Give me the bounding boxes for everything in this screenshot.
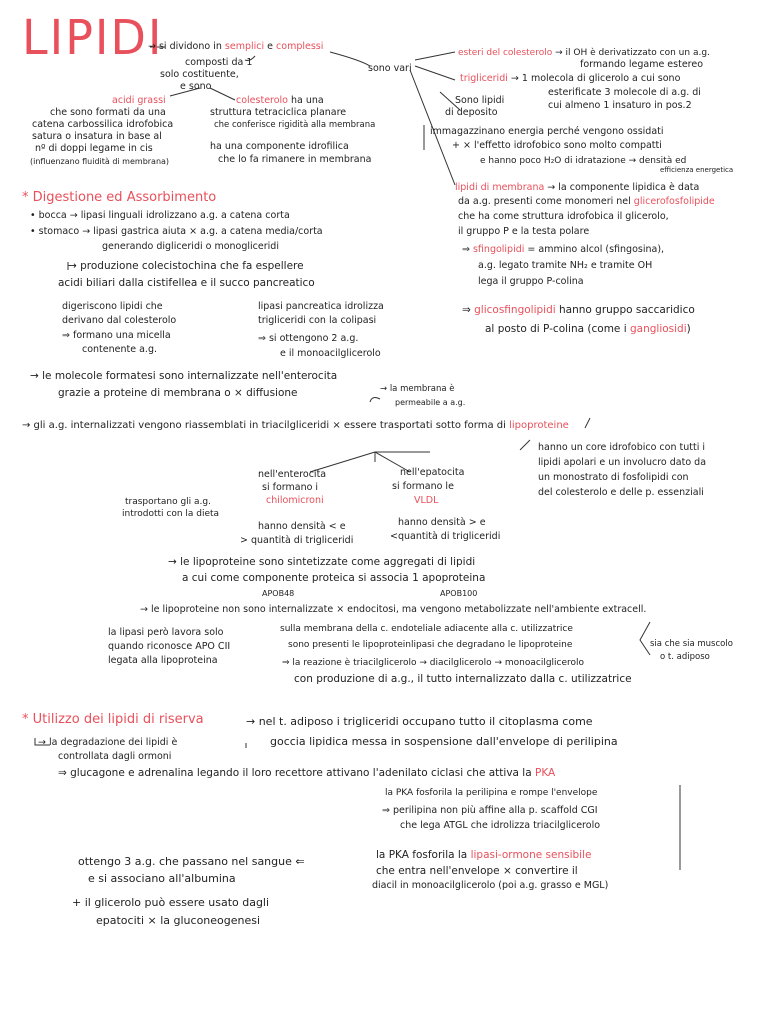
note: acidi biliari dalla cistifellea e il succo pancreatico (58, 277, 315, 289)
note: contenente a.g. (82, 344, 157, 355)
note: e hanno poco H₂O di idratazione → densità ed (480, 156, 687, 166)
note: ) (686, 323, 691, 335)
note: → 1 molecola di glicerolo a cui sono (507, 73, 681, 84)
note: trigliceridi con la colipasi (258, 315, 377, 326)
note: + × l'effetto idrofobico sono molto compatti (452, 140, 662, 151)
vldl-label: VLDL (414, 495, 439, 506)
note: che ha come struttura idrofobica il glicerolo, (458, 211, 669, 222)
note: sono presenti le lipoproteinlipasi che degradano le lipoproteine (288, 640, 573, 650)
note: derivano dal colesterolo (62, 315, 177, 326)
note: il gruppo P e la testa polare (458, 226, 590, 237)
intro-text: → si dividono in (148, 41, 225, 52)
section-utilizzo: * Utilizzo dei lipidi di riserva (22, 712, 204, 727)
arrow-line (415, 66, 455, 80)
arrow-line (415, 52, 455, 60)
apob48-label: APOB48 (262, 589, 295, 598)
lipoproteine-line (22, 420, 569, 432)
note: che lega ATGL che idrolizza triacilglicerolo (400, 820, 601, 831)
note: epatociti × la gluconeogenesi (96, 914, 261, 927)
note: → la degradazione dei lipidi è (38, 737, 178, 748)
section-digestione: * Digestione ed Assorbimento (22, 190, 217, 205)
note: esterificate 3 molecole di a.g. di (548, 87, 701, 98)
gangliosidi-label: gangliosidi (629, 323, 687, 335)
note: di deposito (445, 107, 498, 118)
note: trasportano gli a.g. (125, 497, 211, 507)
note: legata alla lipoproteina (108, 655, 218, 666)
lipidi-membrana-head: lipidi di membrana (455, 182, 545, 193)
note: hanno densità < e (258, 521, 346, 532)
note: introdotti con la dieta (122, 509, 220, 519)
note: hanno gruppo saccaridico (555, 304, 695, 316)
note: permeabile a a.g. (395, 398, 466, 407)
acidi-grassi-head: acidi grassi (112, 95, 166, 106)
pka-line (58, 767, 555, 779)
note: grazie a proteine di membrana o × diffusione (58, 387, 298, 399)
note: ⇒ glucagone e adrenalina legando il loro recettore attivano l'adenilato ciclasi che attiva la (58, 767, 535, 779)
note: struttura tetraciclica planare (210, 107, 347, 118)
note: generando digliceridi o monogliceridi (102, 241, 279, 252)
note: a cui come componente proteica si associa 1 apoproteina (182, 572, 486, 584)
note: che entra nell'envelope × convertire il (376, 865, 578, 877)
note: un monostrato di fosfolipidi con (538, 472, 689, 483)
arrow-line (210, 88, 235, 100)
note: del colesterolo e delle p. essenziali (538, 487, 704, 498)
lipasi-line (376, 849, 591, 861)
note: • bocca → lipasi linguali idrolizzano a.g. a catena corta (30, 210, 290, 221)
note: la lipasi però lavora solo (108, 627, 224, 638)
note: Sono lipidi (455, 95, 505, 106)
trigliceridi-head: trigliceridi (460, 73, 508, 84)
brace (640, 622, 650, 655)
note: > quantità di trigliceridi (240, 535, 354, 546)
note: che conferisce rigidità alla membrana (214, 120, 376, 130)
note: quando riconosce APO CII (108, 641, 231, 652)
note: cui almeno 1 insaturo in pos.2 (548, 100, 692, 111)
lipoproteine-label: lipoproteine (509, 420, 569, 431)
note: ottengo 3 a.g. che passano nel sangue ⇐ (78, 855, 305, 868)
note: ⇒ perilipina non più affine alla p. scaffold CGI (382, 805, 598, 816)
brace (370, 398, 380, 402)
gl2-line (485, 323, 691, 335)
note: ha una (288, 95, 324, 106)
glicosfingolipidi-label: glicosfingolipidi (474, 304, 556, 316)
note: ⇒ formano una micella (62, 330, 171, 341)
lipidi-membrana-line (455, 183, 699, 194)
note: • stomaco → lipasi gastrica aiuta × a.g. a catena media/corta (30, 226, 323, 237)
note: la PKA fosforila la perilipina e rompe l'envelope (385, 788, 598, 798)
note: nº di doppi legame in cis (35, 143, 153, 154)
curve-arrow (330, 52, 370, 66)
note: sono vari (368, 63, 412, 74)
note: + il glicerolo può essere usato dagli (72, 896, 270, 909)
note: controllata dagli ormoni (58, 751, 172, 762)
note: ha una componente idrofilica (210, 141, 349, 152)
note: la PKA fosforila la (376, 849, 471, 861)
colesterolo-head: colesterolo (236, 95, 288, 106)
note: → le molecole formatesi sono internalizzate nell'enterocita (30, 370, 338, 382)
note: diacil in monoacilglicerolo (poi a.g. grasso e MGL) (372, 880, 609, 891)
intro-line (148, 42, 323, 53)
note: che lo fa rimanere in membrana (218, 154, 372, 165)
note: che sono formati da una (50, 107, 166, 118)
page-title: LIPIDI (22, 8, 164, 66)
chilomicroni-label: chilomicroni (266, 495, 324, 506)
sfingo-line: ⇒ sfingolipidi = ammino alcol (sfingosina), (462, 244, 665, 255)
note: si formano le (392, 481, 454, 492)
note: satura o insatura in base al (32, 131, 162, 142)
note: nell'epatocita (400, 467, 465, 478)
esteri-line (458, 48, 710, 58)
note: efficienza energetica (660, 166, 734, 174)
note: → la componente lipidica è data (544, 182, 700, 193)
note: <quantità di trigliceridi (390, 531, 501, 542)
note: lipasi pancreatica idrolizza (258, 301, 384, 312)
note: e si associano all'albumina (88, 872, 236, 885)
note: ⇒ si ottengono 2 a.g. (258, 333, 359, 344)
note: ⇒ la reazione è triacilglicerolo → diacilglicerolo → monoacilglicerolo (282, 658, 585, 668)
note: lega il gruppo P-colina (478, 276, 584, 287)
note: → nel t. adiposo i trigliceridi occupano tutto il citoplasma come (246, 715, 593, 728)
note: hanno un core idrofobico con tutti i (538, 442, 706, 453)
note: = ammino alcol (sfingosina), (524, 244, 665, 255)
note: goccia lipidica messa in sospensione dall'envelope di perilipina (270, 735, 618, 748)
complessi-label: complessi (276, 41, 324, 52)
lipasi-ormone-label: lipasi-ormone sensibile (470, 849, 592, 861)
note: al posto di P-colina (come i (485, 323, 630, 335)
note: nell'enterocita (258, 469, 327, 480)
note: o t. adiposo (660, 652, 710, 662)
note: → la membrana è (380, 384, 455, 394)
note: → gli a.g. internalizzati vengono riassemblati in triacilgliceridi × essere trasportati sotto forma di (22, 420, 510, 431)
note: → produzione colecistochina che fa espellere (68, 260, 304, 272)
note: sulla membrana della c. endoteliale adiacente alla c. utilizzatrice (280, 624, 573, 634)
note: con produzione di a.g., il tutto internalizzato dalla c. utilizzatrice (294, 673, 632, 685)
glicos-line: ⇒ glicosfingolipidi hanno gruppo saccaridico (462, 304, 695, 316)
arrow-line (585, 418, 590, 428)
note: e sono (180, 81, 212, 92)
trig-line (460, 74, 680, 85)
note: solo costituente, (160, 69, 239, 80)
intro-text: e (264, 41, 277, 52)
note: lipidi apolari e un involucro dato da (538, 457, 707, 468)
colesterolo-line (236, 96, 324, 107)
pka-label: PKA (535, 767, 556, 779)
note: formando legame estereo (580, 59, 704, 70)
apob100-label: APOB100 (440, 589, 478, 598)
semplici-label: semplici (224, 41, 265, 52)
note: (influenzano fluidità di membrana) (30, 157, 170, 166)
note: a.g. legato tramite NH₂ e tramite OH (478, 260, 653, 271)
glicerofosfolipide-label: glicerofosfolipide (633, 196, 715, 207)
brace (520, 440, 530, 450)
note: e il monoacilglicerolo (280, 348, 381, 359)
note: composti da 1 (185, 57, 253, 68)
lm2-line (458, 197, 715, 208)
sfingolipidi-label: sfingolipidi (472, 244, 525, 255)
note: sia che sia muscolo (650, 639, 733, 649)
note: hanno densità > e (398, 517, 486, 528)
note: → le lipoproteine non sono internalizzate × endocitosi, ma vengono metabolizzate nell'ambiente extracell. (140, 604, 647, 615)
esteri-head: esteri del colesterolo (458, 48, 553, 58)
note: si formano i (262, 482, 319, 493)
note: da a.g. presenti come monomeri nel (458, 196, 634, 207)
note: catena carbossilica idrofobica (32, 119, 174, 130)
note: → le lipoproteine sono sintetizzate come aggregati di lipidi (168, 556, 476, 568)
note: immagazzinano energia perché vengono ossidati (430, 126, 664, 137)
note: → il OH è derivatizzato con un a.g. (552, 48, 710, 58)
note: digeriscono lipidi che (62, 301, 163, 312)
